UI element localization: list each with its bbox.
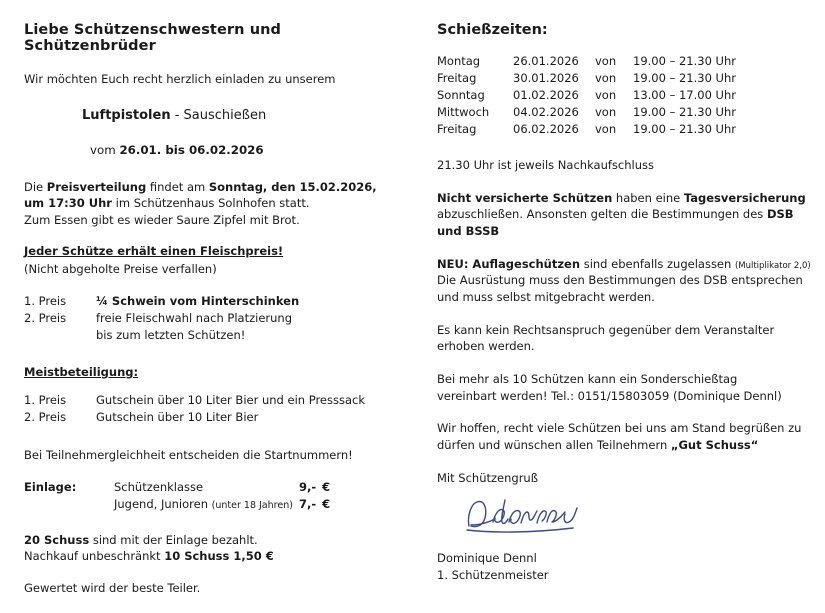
extra-shots-count: 10 Schuss <box>164 548 230 563</box>
table-row <box>24 393 365 410</box>
last-purchase-note: 21.30 Uhr ist jeweils Nachkaufschluss <box>437 158 654 172</box>
table-row <box>24 311 299 328</box>
insurance-paragraph <box>437 190 812 240</box>
new-rule-text-2: Die Ausrüstung muss den Bestimmungen des DSB entsprechen <box>437 273 803 288</box>
award-text-5: um 17:30 Uhr <box>24 196 112 211</box>
participation-rank: 1. Preis <box>24 392 67 407</box>
time-day: Freitag <box>437 122 477 136</box>
time-span: 19.00 – 21.30 Uhr <box>633 54 736 68</box>
table-row <box>437 105 736 122</box>
group-booking-text-2: vereinbart werden! Tel.: <box>437 388 578 403</box>
new-rule-label: NEU: Auflageschützen <box>437 256 581 271</box>
fee-currency: € <box>322 496 331 511</box>
event-product-suffix: - Sauschießen <box>170 108 267 123</box>
time-day: Sonntag <box>437 88 485 102</box>
tiebreak-note: Bei Teilnehmergleichheit entscheiden die Startnummern! <box>24 447 353 462</box>
shooting-times-table <box>437 54 736 139</box>
new-rule-multiplier: (Multiplikator 2,0) <box>734 260 811 271</box>
scoring-note: Gewertet wird der beste Teiler. <box>24 581 201 596</box>
award-text-6: im Schützenhaus Solnhofen statt. <box>111 196 310 211</box>
table-row <box>437 54 736 71</box>
liability-text-2: erhoben werden. <box>437 339 535 354</box>
award-text-4: Sonntag, den 15.02.2026, <box>208 180 377 194</box>
shots-paragraph <box>24 532 409 565</box>
prize-value: ¼ Schwein vom Hinterschinken <box>96 293 300 308</box>
group-booking-text-1: Bei mehr als 10 Schützen kann ein Sonderschießtag <box>437 372 738 387</box>
insurance-text-3: Tagesversicherung <box>683 190 806 205</box>
table-row <box>24 294 299 311</box>
time-span: 19.00 – 21.30 Uhr <box>633 105 736 119</box>
table-row <box>437 71 736 88</box>
fee-label: Einlage: <box>24 479 77 494</box>
award-text-2: Preisverteilung <box>46 180 147 194</box>
fee-desc: Schützenklasse <box>114 479 204 494</box>
signature-icon <box>461 492 591 538</box>
time-preposition: von <box>595 54 617 68</box>
participation-value: Gutschein über 10 Liter Bier <box>96 409 259 424</box>
time-date: 26.01.2026 <box>513 54 579 68</box>
right-column <box>437 22 812 595</box>
signer-role: 1. Schützenmeister <box>437 567 549 582</box>
prize-table <box>24 294 299 345</box>
new-rule-paragraph <box>437 256 812 306</box>
fee-table <box>24 480 336 514</box>
participation-rank: 2. Preis <box>24 409 67 424</box>
insurance-text-1: Nicht versicherte Schützen <box>437 190 613 205</box>
extra-shots-price: 1,50 € <box>229 548 274 563</box>
fee-price: 7,- <box>299 496 317 511</box>
table-row <box>437 88 736 105</box>
table-row <box>437 122 736 139</box>
insurance-text-2: haben eine <box>612 190 684 205</box>
insurance-text-5: DSB <box>766 207 794 222</box>
fee-desc-main: Jugend, Junioren <box>114 496 208 511</box>
liability-paragraph <box>437 322 812 355</box>
time-span: 19.00 – 21.30 Uhr <box>633 71 736 85</box>
signature <box>437 492 812 538</box>
time-date: 01.02.2026 <box>513 88 579 102</box>
fee-label <box>24 497 114 514</box>
time-span: 19.00 – 21.30 Uhr <box>633 122 736 136</box>
table-row <box>24 328 299 345</box>
event-date-prefix: vom <box>90 143 120 157</box>
contact-phone[interactable]: 0151/15803059 <box>577 388 670 403</box>
fee-currency: € <box>322 479 331 494</box>
signer-name: Dominique Dennl <box>437 550 537 565</box>
time-day: Freitag <box>437 71 477 85</box>
closing-wish-paragraph <box>437 420 812 453</box>
time-preposition: von <box>595 71 617 85</box>
time-preposition: von <box>595 105 617 119</box>
insurance-text-4: abzuschließen. Ansonsten gelten die Bestimmungen des <box>437 207 767 222</box>
participation-value: Gutschein über 10 Liter Bier und ein Presssack <box>96 392 366 407</box>
fee-price: 9,- <box>299 479 317 494</box>
shots-count: 20 Schuss <box>24 532 90 547</box>
table-row <box>24 410 365 427</box>
award-ceremony-paragraph <box>24 179 409 228</box>
event-product: Luftpistolen <box>82 108 171 123</box>
meat-prize-note: (Nicht abgeholte Preise verfallen) <box>24 261 217 276</box>
time-date: 30.01.2026 <box>513 71 579 85</box>
award-text-1: Die <box>24 180 47 194</box>
prize-rank: 1. Preis <box>24 293 67 308</box>
liability-text-1: Es kann kein Rechtsanspruch gegenüber dem Veranstalter <box>437 322 775 337</box>
event-date-line <box>24 143 409 157</box>
shots-text-2: Nachkauf unbeschränkt <box>24 548 165 563</box>
closing-wish-text-1: Wir hoffen, recht viele Schützen bei uns am Stand begrüßen zu <box>437 421 802 436</box>
fee-desc-qualifier: (unter 18 Jahren) <box>211 499 293 511</box>
prize-value: freie Fleischwahl nach Platzierung <box>96 310 292 325</box>
contact-person: (Dominique Dennl) <box>669 388 782 403</box>
insurance-text-6: und BSSB <box>437 224 500 239</box>
time-preposition: von <box>595 122 617 136</box>
time-date: 06.02.2026 <box>513 122 579 136</box>
left-column <box>24 22 409 613</box>
award-text-7: Zum Essen gibt es wieder Saure Zipfel mit Brot. <box>24 212 300 227</box>
closing-wish-text-2: dürfen und wünschen allen Teilnehmern <box>437 438 671 453</box>
time-day: Montag <box>437 54 481 68</box>
group-booking-paragraph <box>437 371 812 404</box>
closing-wish-motto: „Gut Schuss“ <box>670 438 759 453</box>
time-preposition: von <box>595 88 617 102</box>
page-title: Liebe Schützenschwestern und Schützenbrüder <box>24 22 282 54</box>
event-date-value: 26.01. bis 06.02.2026 <box>119 143 264 157</box>
time-day: Mittwoch <box>437 105 490 119</box>
prize-value: bis zum letzten Schützen! <box>96 327 246 342</box>
new-rule-text-3: und muss selbst mitgebracht werden. <box>437 290 655 305</box>
fee-desc <box>114 497 299 514</box>
shooting-times-title: Schießzeiten: <box>437 22 548 38</box>
prize-rank <box>24 328 96 345</box>
new-rule-text-1: sind ebenfalls zugelassen <box>580 256 735 271</box>
meat-prize-title: Jeder Schütze erhält einen Fleischpreis! <box>24 243 284 258</box>
time-span: 13.00 – 17.00 Uhr <box>633 88 736 102</box>
table-row <box>24 497 336 514</box>
prize-rank: 2. Preis <box>24 310 67 325</box>
time-date: 04.02.2026 <box>513 105 579 119</box>
participation-table <box>24 393 365 427</box>
shots-text-1: sind mit der Einlage bezahlt. <box>89 532 258 547</box>
participation-title: Meistbeteiligung: <box>24 364 139 379</box>
award-text-3: findet am <box>146 180 209 194</box>
signer-block <box>437 550 812 583</box>
invitation-lead: Wir möchten Euch recht herzlich einladen zu unserem <box>24 72 336 86</box>
event-product-line <box>24 108 409 123</box>
greeting-line: Mit Schützengruß <box>437 470 538 485</box>
table-row <box>24 480 336 497</box>
